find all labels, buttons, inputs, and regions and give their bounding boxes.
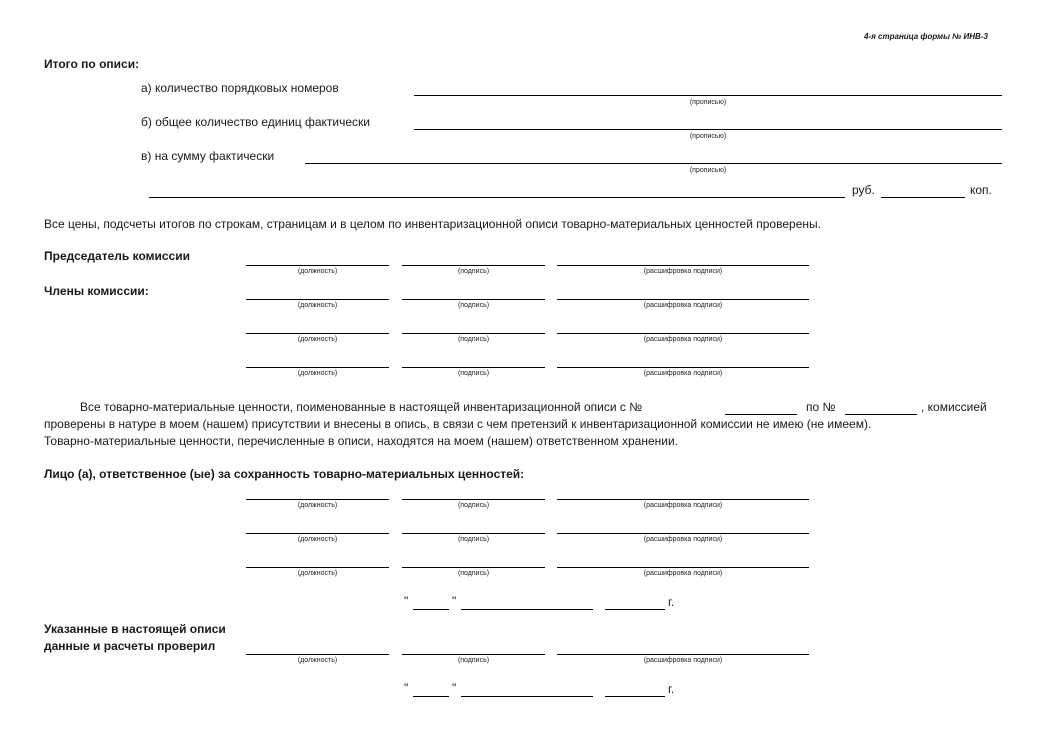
form-page-label: 4-я страница формы № ИНВ-3 (864, 32, 988, 41)
member-2-decoding-field[interactable] (557, 333, 809, 334)
responsible-2-decoding-field[interactable] (557, 533, 809, 534)
chairman-position-field[interactable] (246, 265, 389, 266)
date-2-quote-open: " (404, 681, 409, 695)
decoding-caption: (расшифровка подписи) (643, 502, 723, 509)
totals-title: Итого по описи: (44, 57, 140, 71)
totals-item-b-label: б) общее количество единиц фактически (141, 115, 371, 129)
date-2-year-suffix: г. (668, 682, 675, 696)
totals-item-c-caption: (прописью) (689, 167, 727, 174)
declaration-line-1a: Все товарно-материальные ценности, поименованные в настоящей инвентаризационной описи с № (80, 400, 643, 414)
chairman-decoding-field[interactable] (557, 265, 809, 266)
member-3-signature-field[interactable] (402, 367, 545, 368)
position-caption: (должность) (297, 302, 338, 309)
responsible-2-signature-field[interactable] (402, 533, 545, 534)
totals-item-c-label: в) на сумму фактически (141, 149, 275, 163)
responsible-3-position-field[interactable] (246, 567, 389, 568)
decoding-caption: (расшифровка подписи) (643, 657, 723, 664)
declaration-from-number-field[interactable] (725, 414, 797, 415)
signature-caption: (подпись) (457, 336, 490, 343)
date-1-quote-close: " (452, 594, 457, 608)
declaration-line-1b: по № (806, 400, 836, 414)
totals-sum-rub-field[interactable] (149, 197, 845, 198)
signature-caption: (подпись) (457, 302, 490, 309)
responsible-3-signature-field[interactable] (402, 567, 545, 568)
date-2-year-field[interactable] (605, 696, 665, 697)
date-1-day-field[interactable] (413, 609, 449, 610)
position-caption: (должность) (297, 370, 338, 377)
signature-caption: (подпись) (457, 502, 490, 509)
totals-item-b-caption: (прописью) (689, 133, 727, 140)
position-caption: (должность) (297, 502, 338, 509)
decoding-caption: (расшифровка подписи) (643, 370, 723, 377)
decoding-caption: (расшифровка подписи) (643, 268, 723, 275)
checked-signature-field[interactable] (402, 654, 545, 655)
member-1-signature-field[interactable] (402, 299, 545, 300)
checked-decoding-field[interactable] (557, 654, 809, 655)
date-2-day-field[interactable] (413, 696, 449, 697)
signature-caption: (подпись) (457, 536, 490, 543)
totals-sum-kop-field[interactable] (881, 197, 965, 198)
declaration-to-number-field[interactable] (845, 414, 917, 415)
position-caption: (должность) (297, 268, 338, 275)
signature-caption: (подпись) (457, 370, 490, 377)
totals-item-a-field[interactable] (414, 95, 1002, 96)
decoding-caption: (расшифровка подписи) (643, 302, 723, 309)
date-1-quote-open: " (404, 594, 409, 608)
member-1-position-field[interactable] (246, 299, 389, 300)
signature-caption: (подпись) (457, 570, 490, 577)
date-1-year-suffix: г. (668, 595, 675, 609)
date-1-year-field[interactable] (605, 609, 665, 610)
declaration-line-2: проверены в натуре в моем (нашем) присутствии и внесены в опись, в связи с чем претензий к инвентаризационной комиссии не имею (не имеем). (44, 417, 872, 431)
totals-item-c-field[interactable] (305, 163, 1002, 164)
chairman-signature-field[interactable] (402, 265, 545, 266)
members-label: Члены комиссии: (44, 284, 149, 298)
position-caption: (должность) (297, 336, 338, 343)
totals-item-a-label: а) количество порядковых номеров (141, 81, 339, 95)
decoding-caption: (расшифровка подписи) (643, 336, 723, 343)
date-1-month-field[interactable] (461, 609, 593, 610)
member-3-position-field[interactable] (246, 367, 389, 368)
checked-label-line-2: данные и расчеты проверил (44, 639, 216, 653)
checked-position-field[interactable] (246, 654, 389, 655)
totals-item-a-caption: (прописью) (689, 99, 727, 106)
responsible-2-position-field[interactable] (246, 533, 389, 534)
responsible-3-decoding-field[interactable] (557, 567, 809, 568)
date-2-month-field[interactable] (461, 696, 593, 697)
responsible-1-signature-field[interactable] (402, 499, 545, 500)
decoding-caption: (расшифровка подписи) (643, 536, 723, 543)
totals-item-b-field[interactable] (414, 129, 1002, 130)
kop-label: коп. (970, 183, 992, 197)
chairman-label: Председатель комиссии (44, 249, 190, 263)
position-caption: (должность) (297, 536, 338, 543)
declaration-line-1c: , комиссией (921, 400, 987, 414)
declaration-line-3: Товарно-материальные ценности, перечисленные в описи, находятся на моем (нашем) ответственном хранении. (44, 434, 678, 448)
rub-label: руб. (852, 183, 875, 197)
date-2-quote-close: " (452, 681, 457, 695)
member-2-signature-field[interactable] (402, 333, 545, 334)
signature-caption: (подпись) (457, 268, 490, 275)
position-caption: (должность) (297, 570, 338, 577)
decoding-caption: (расшифровка подписи) (643, 570, 723, 577)
responsible-title: Лицо (а), ответственное (ые) за сохранность товарно-материальных ценностей: (44, 467, 525, 481)
verification-note: Все цены, подсчеты итогов по строкам, страницам и в целом по инвентаризационной описи товарно-материальных ценностей проверены. (44, 217, 821, 231)
member-2-position-field[interactable] (246, 333, 389, 334)
member-3-decoding-field[interactable] (557, 367, 809, 368)
member-1-decoding-field[interactable] (557, 299, 809, 300)
responsible-1-decoding-field[interactable] (557, 499, 809, 500)
checked-label-line-1: Указанные в настоящей описи (44, 622, 226, 636)
responsible-1-position-field[interactable] (246, 499, 389, 500)
signature-caption: (подпись) (457, 657, 490, 664)
position-caption: (должность) (297, 657, 338, 664)
